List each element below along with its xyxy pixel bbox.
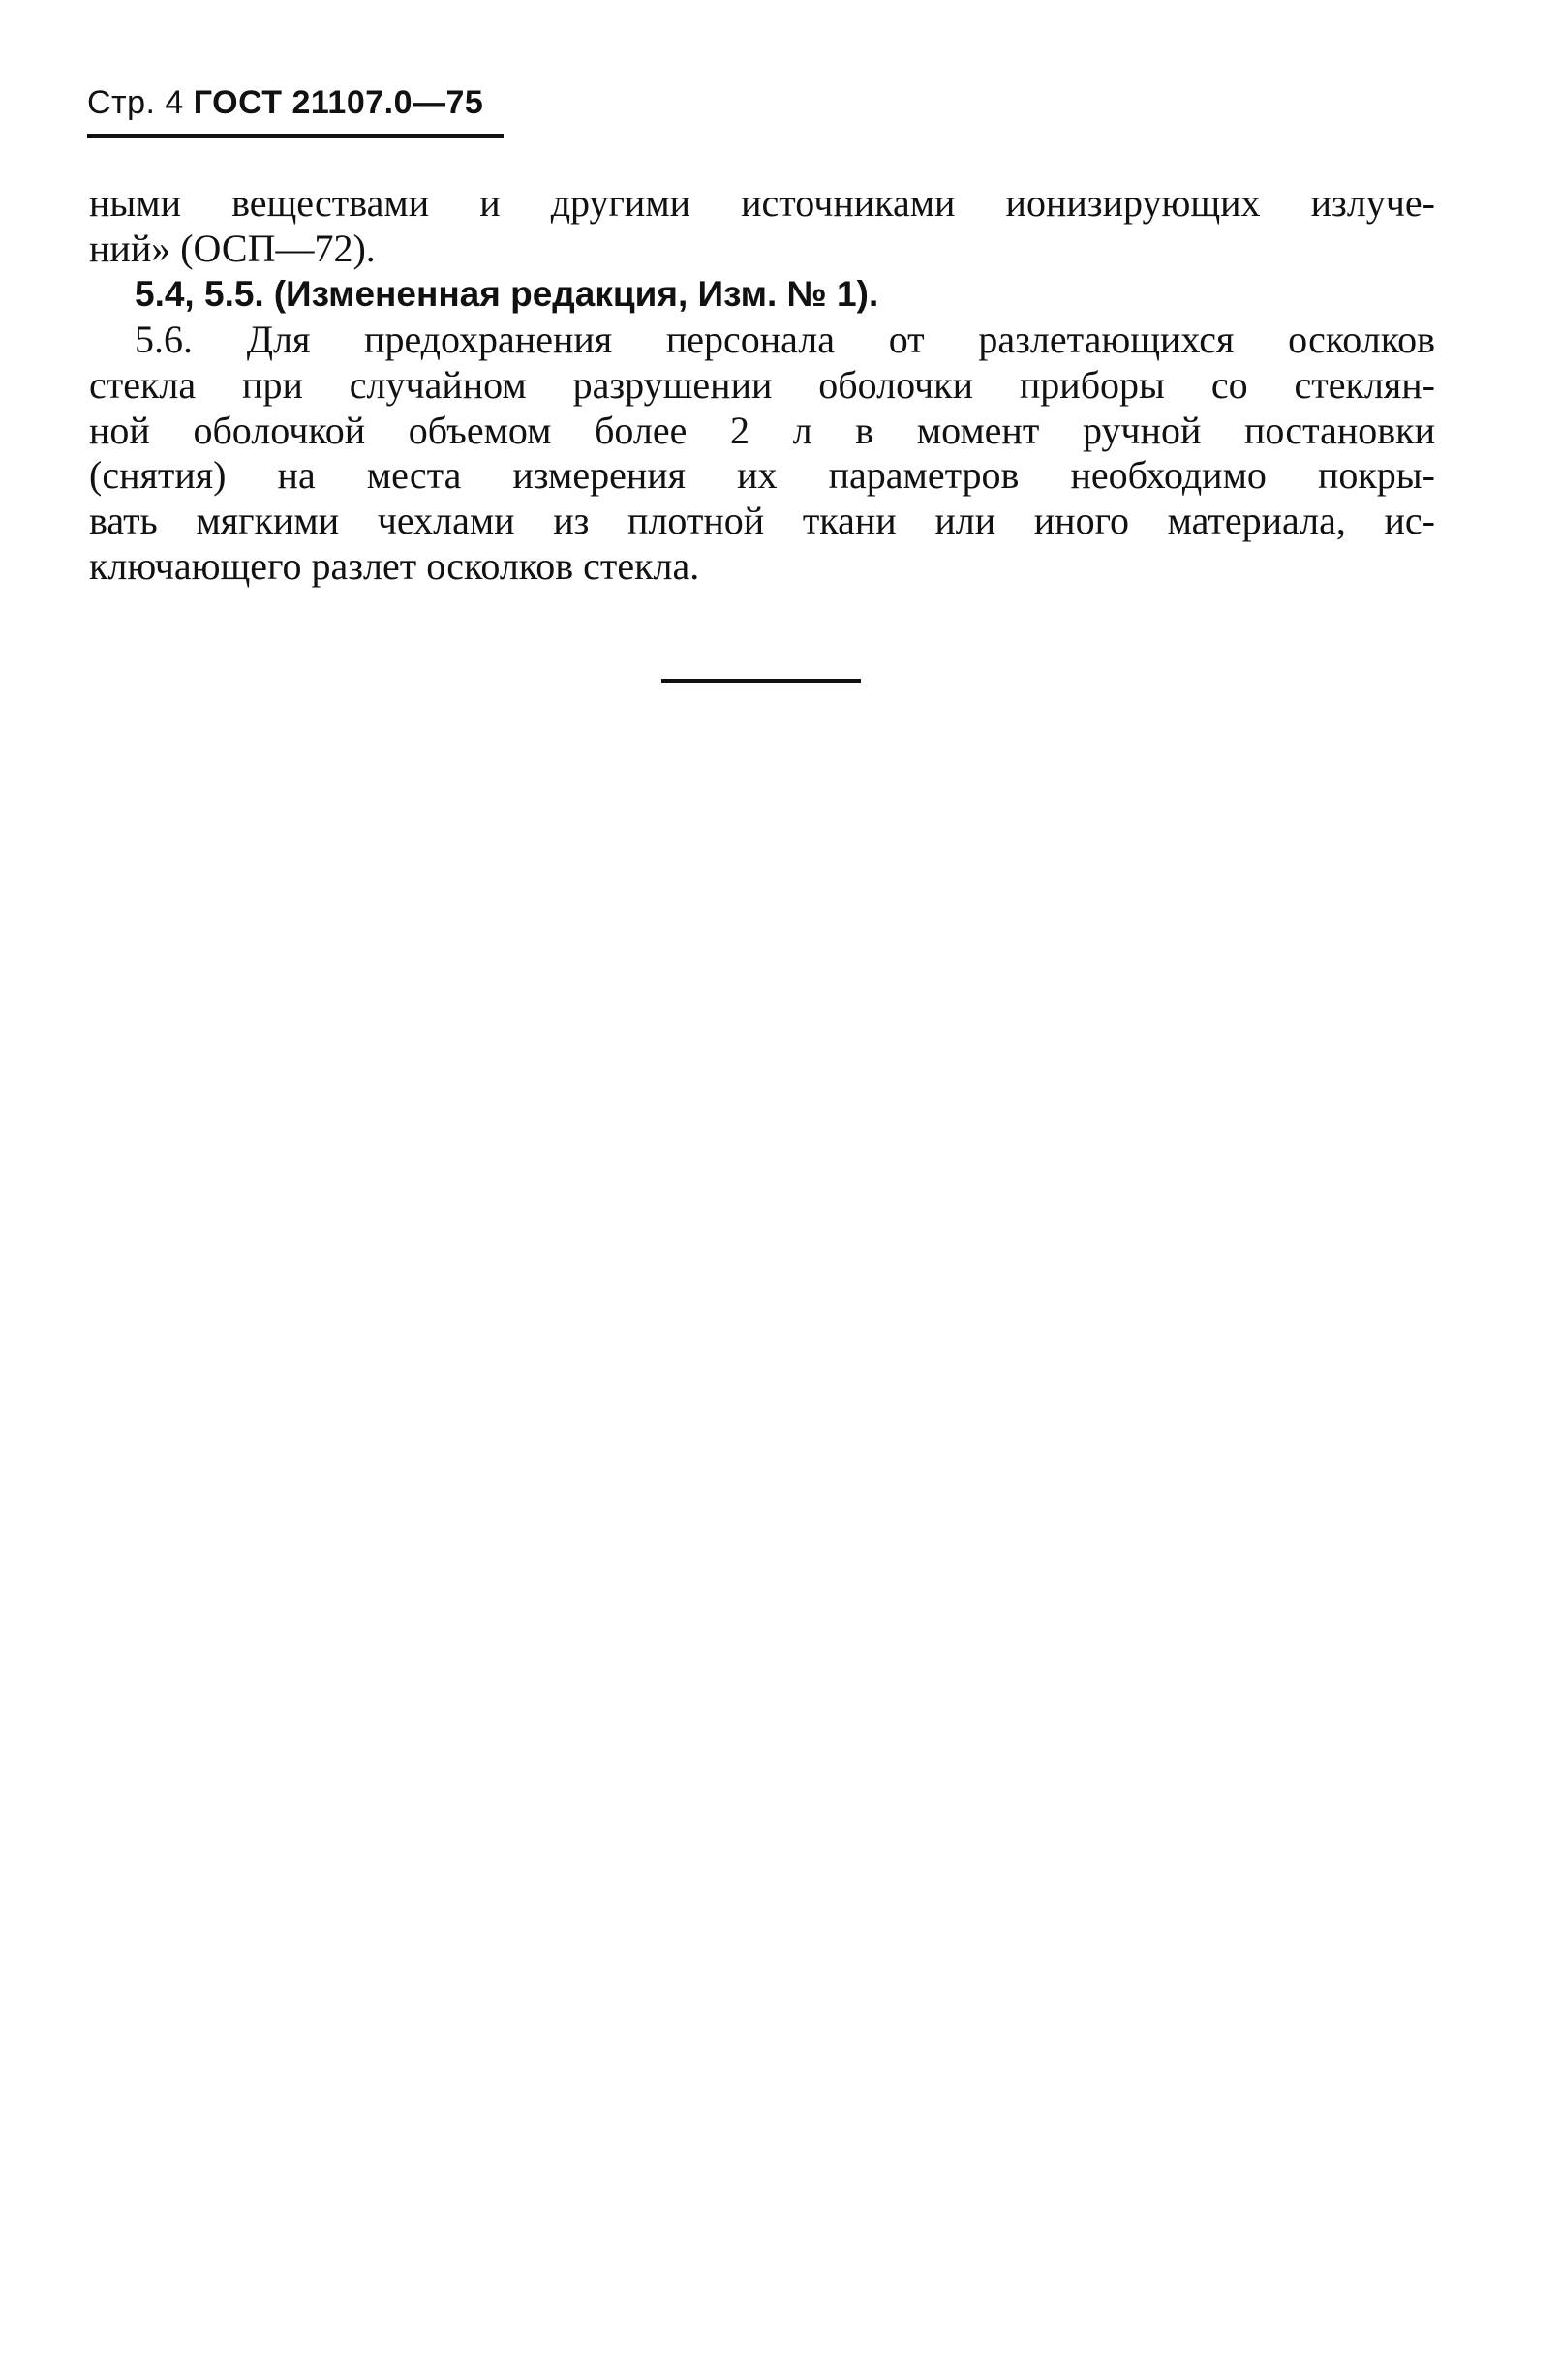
amendment-text: (Измененная редакция, Изм. № 1) <box>273 274 869 315</box>
header-rule <box>87 134 504 138</box>
paragraph-line: 5.6. Для предохранения персонала от разлетающихся осколков <box>135 318 1435 362</box>
paragraph-line: ключающего разлет осколков стекла. <box>89 543 700 588</box>
text-line: ными веществами и другими источниками ионизирующих излуче- <box>89 181 1435 225</box>
standard-designation: ГОСТ 21107.0—75 <box>193 84 484 121</box>
text-line: ний» (ОСП—72). <box>89 226 376 270</box>
paragraph-line: стекла при случайном разрушении оболочки приборы со стеклян- <box>89 362 1435 407</box>
paragraph-line: ной оболочкой объемом более 2 л в момент ручной постановки <box>89 408 1435 452</box>
amendment-note <box>89 271 1435 318</box>
amendment-period: . <box>868 274 879 315</box>
page-header <box>87 81 483 124</box>
paragraph-line: вать мягкими чехлами из плотной ткани или иного материала, ис- <box>89 498 1435 542</box>
body-text <box>89 181 1435 589</box>
clause-numbers: 5.4, 5.5. <box>135 274 264 315</box>
paragraph-line: (снятия) на места измерения их параметров необходимо покры- <box>89 453 1435 498</box>
page-number: Стр. 4 <box>87 84 184 121</box>
end-rule <box>661 679 861 683</box>
